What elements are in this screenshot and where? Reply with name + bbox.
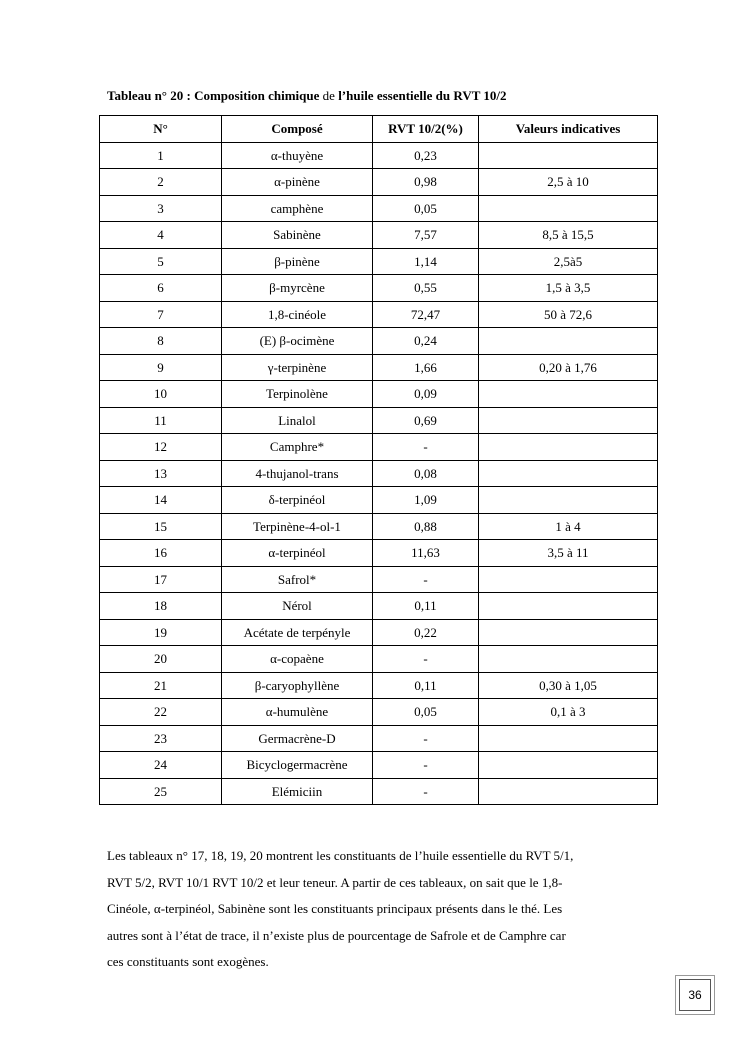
- cell-indicative-values: [479, 460, 658, 487]
- cell-compound: camphène: [222, 195, 373, 222]
- cell-rvt-percent: 0,55: [373, 275, 479, 302]
- cell-number: 17: [100, 566, 222, 593]
- table-row: [100, 460, 658, 487]
- cell-indicative-values: [479, 646, 658, 673]
- page-number: 36: [679, 979, 711, 1011]
- cell-compound: 1,8-cinéole: [222, 301, 373, 328]
- cell-number: 9: [100, 354, 222, 381]
- table-row: [100, 699, 658, 726]
- cell-indicative-values: 0,30 à 1,05: [479, 672, 658, 699]
- cell-number: 15: [100, 513, 222, 540]
- cell-indicative-values: [479, 752, 658, 779]
- cell-rvt-percent: 0,69: [373, 407, 479, 434]
- composition-table: [99, 115, 658, 805]
- cell-rvt-percent: 1,09: [373, 487, 479, 514]
- cell-rvt-percent: -: [373, 752, 479, 779]
- cell-number: 4: [100, 222, 222, 249]
- cell-rvt-percent: -: [373, 566, 479, 593]
- cell-rvt-percent: 0,22: [373, 619, 479, 646]
- cell-indicative-values: 1 à 4: [479, 513, 658, 540]
- cell-number: 18: [100, 593, 222, 620]
- cell-compound: β-pinène: [222, 248, 373, 275]
- table-row: [100, 354, 658, 381]
- cell-rvt-percent: -: [373, 725, 479, 752]
- paragraph-line: Les tableaux n° 17, 18, 19, 20 montrent les constituants de l’huile essentielle du RVT 5/1,: [107, 848, 574, 863]
- cell-rvt-percent: 1,14: [373, 248, 479, 275]
- cell-compound: Germacrène-D: [222, 725, 373, 752]
- cell-rvt-percent: -: [373, 778, 479, 805]
- cell-indicative-values: [479, 142, 658, 169]
- cell-number: 23: [100, 725, 222, 752]
- cell-rvt-percent: 0,05: [373, 195, 479, 222]
- table-row: [100, 222, 658, 249]
- table-row: [100, 169, 658, 196]
- table-caption: [107, 88, 507, 104]
- cell-number: 13: [100, 460, 222, 487]
- cell-compound: Camphre*: [222, 434, 373, 461]
- cell-compound: Terpinolène: [222, 381, 373, 408]
- cell-indicative-values: [479, 566, 658, 593]
- cell-compound: Acétate de terpényle: [222, 619, 373, 646]
- cell-compound: Bicyclogermacrène: [222, 752, 373, 779]
- page-number-box: [675, 975, 715, 1015]
- paragraph-line: autres sont à l’état de trace, il n’existe plus de pourcentage de Safrole et de Camphre car: [107, 927, 566, 943]
- cell-indicative-values: [479, 725, 658, 752]
- header-compound: Composé: [222, 116, 373, 143]
- cell-number: 5: [100, 248, 222, 275]
- cell-rvt-percent: 0,88: [373, 513, 479, 540]
- cell-compound: α-pinène: [222, 169, 373, 196]
- cell-indicative-values: [479, 778, 658, 805]
- cell-number: 21: [100, 672, 222, 699]
- cell-compound: α-thuyène: [222, 142, 373, 169]
- cell-rvt-percent: -: [373, 434, 479, 461]
- table-row: [100, 540, 658, 567]
- table-row: [100, 725, 658, 752]
- table-row: [100, 593, 658, 620]
- table-row: [100, 248, 658, 275]
- paragraph-line: ces constituants sont exogènes.: [107, 954, 269, 969]
- table-row: [100, 301, 658, 328]
- paragraph-line: Cinéole, α-terpinéol, Sabinène sont les constituants principaux présents dans le thé. Les: [107, 901, 563, 916]
- cell-number: 25: [100, 778, 222, 805]
- cell-number: 12: [100, 434, 222, 461]
- cell-rvt-percent: -: [373, 646, 479, 673]
- cell-rvt-percent: 0,23: [373, 142, 479, 169]
- cell-indicative-values: 0,1 à 3: [479, 699, 658, 726]
- table-row: [100, 275, 658, 302]
- table-row: [100, 646, 658, 673]
- cell-compound: β-myrcène: [222, 275, 373, 302]
- table-header-row: [100, 116, 658, 143]
- cell-indicative-values: [479, 407, 658, 434]
- cell-rvt-percent: 0,05: [373, 699, 479, 726]
- table-row: [100, 195, 658, 222]
- table-body: [100, 142, 658, 805]
- cell-number: 24: [100, 752, 222, 779]
- cell-compound: α-terpinéol: [222, 540, 373, 567]
- table-row: [100, 434, 658, 461]
- cell-number: 6: [100, 275, 222, 302]
- table-row: [100, 619, 658, 646]
- header-number: N°: [100, 116, 222, 143]
- cell-rvt-percent: 7,57: [373, 222, 479, 249]
- cell-rvt-percent: 1,66: [373, 354, 479, 381]
- cell-number: 1: [100, 142, 222, 169]
- table-row: [100, 381, 658, 408]
- cell-indicative-values: 50 à 72,6: [479, 301, 658, 328]
- table-row: [100, 672, 658, 699]
- cell-compound: Terpinène-4-ol-1: [222, 513, 373, 540]
- cell-compound: Linalol: [222, 407, 373, 434]
- cell-indicative-values: [479, 328, 658, 355]
- paragraph-line: RVT 5/2, RVT 10/1 RVT 10/2 et leur teneur. A partir de ces tableaux, on sait que le 1,8-: [107, 874, 563, 890]
- cell-number: 3: [100, 195, 222, 222]
- header-rvt-percent: RVT 10/2(%): [373, 116, 479, 143]
- cell-rvt-percent: 0,98: [373, 169, 479, 196]
- table-row: [100, 407, 658, 434]
- caption-subject-bold: l’huile essentielle du RVT 10/2: [338, 88, 507, 103]
- table-row: [100, 513, 658, 540]
- cell-indicative-values: 2,5à5: [479, 248, 658, 275]
- cell-number: 7: [100, 301, 222, 328]
- cell-number: 2: [100, 169, 222, 196]
- cell-rvt-percent: 0,08: [373, 460, 479, 487]
- cell-number: 8: [100, 328, 222, 355]
- body-paragraph: [107, 843, 667, 976]
- cell-compound: α-humulène: [222, 699, 373, 726]
- cell-indicative-values: [479, 434, 658, 461]
- cell-compound: β-caryophyllène: [222, 672, 373, 699]
- cell-indicative-values: 1,5 à 3,5: [479, 275, 658, 302]
- cell-rvt-percent: 0,11: [373, 593, 479, 620]
- cell-number: 11: [100, 407, 222, 434]
- cell-rvt-percent: 72,47: [373, 301, 479, 328]
- cell-compound: (E) β-ocimène: [222, 328, 373, 355]
- cell-number: 10: [100, 381, 222, 408]
- cell-indicative-values: [479, 195, 658, 222]
- cell-compound: Elémiciin: [222, 778, 373, 805]
- header-indicative-values: Valeurs indicatives: [479, 116, 658, 143]
- table-row: [100, 142, 658, 169]
- cell-indicative-values: [479, 487, 658, 514]
- cell-compound: γ-terpinène: [222, 354, 373, 381]
- table-row: [100, 752, 658, 779]
- cell-indicative-values: [479, 381, 658, 408]
- cell-compound: δ-terpinéol: [222, 487, 373, 514]
- cell-number: 19: [100, 619, 222, 646]
- caption-title-bold: Tableau n° 20 : Composition chimique: [107, 88, 320, 103]
- table-row: [100, 778, 658, 805]
- cell-compound: Sabinène: [222, 222, 373, 249]
- cell-indicative-values: 2,5 à 10: [479, 169, 658, 196]
- cell-number: 16: [100, 540, 222, 567]
- cell-indicative-values: [479, 619, 658, 646]
- cell-number: 20: [100, 646, 222, 673]
- table-row: [100, 328, 658, 355]
- cell-compound: Safrol*: [222, 566, 373, 593]
- cell-rvt-percent: 0,11: [373, 672, 479, 699]
- cell-indicative-values: [479, 593, 658, 620]
- table-row: [100, 487, 658, 514]
- cell-rvt-percent: 11,63: [373, 540, 479, 567]
- cell-compound: 4-thujanol-trans: [222, 460, 373, 487]
- cell-rvt-percent: 0,24: [373, 328, 479, 355]
- caption-connector: de: [319, 88, 339, 103]
- cell-compound: Nérol: [222, 593, 373, 620]
- cell-compound: α-copaène: [222, 646, 373, 673]
- table-row: [100, 566, 658, 593]
- cell-rvt-percent: 0,09: [373, 381, 479, 408]
- cell-indicative-values: 3,5 à 11: [479, 540, 658, 567]
- cell-number: 22: [100, 699, 222, 726]
- cell-indicative-values: 0,20 à 1,76: [479, 354, 658, 381]
- cell-number: 14: [100, 487, 222, 514]
- cell-indicative-values: 8,5 à 15,5: [479, 222, 658, 249]
